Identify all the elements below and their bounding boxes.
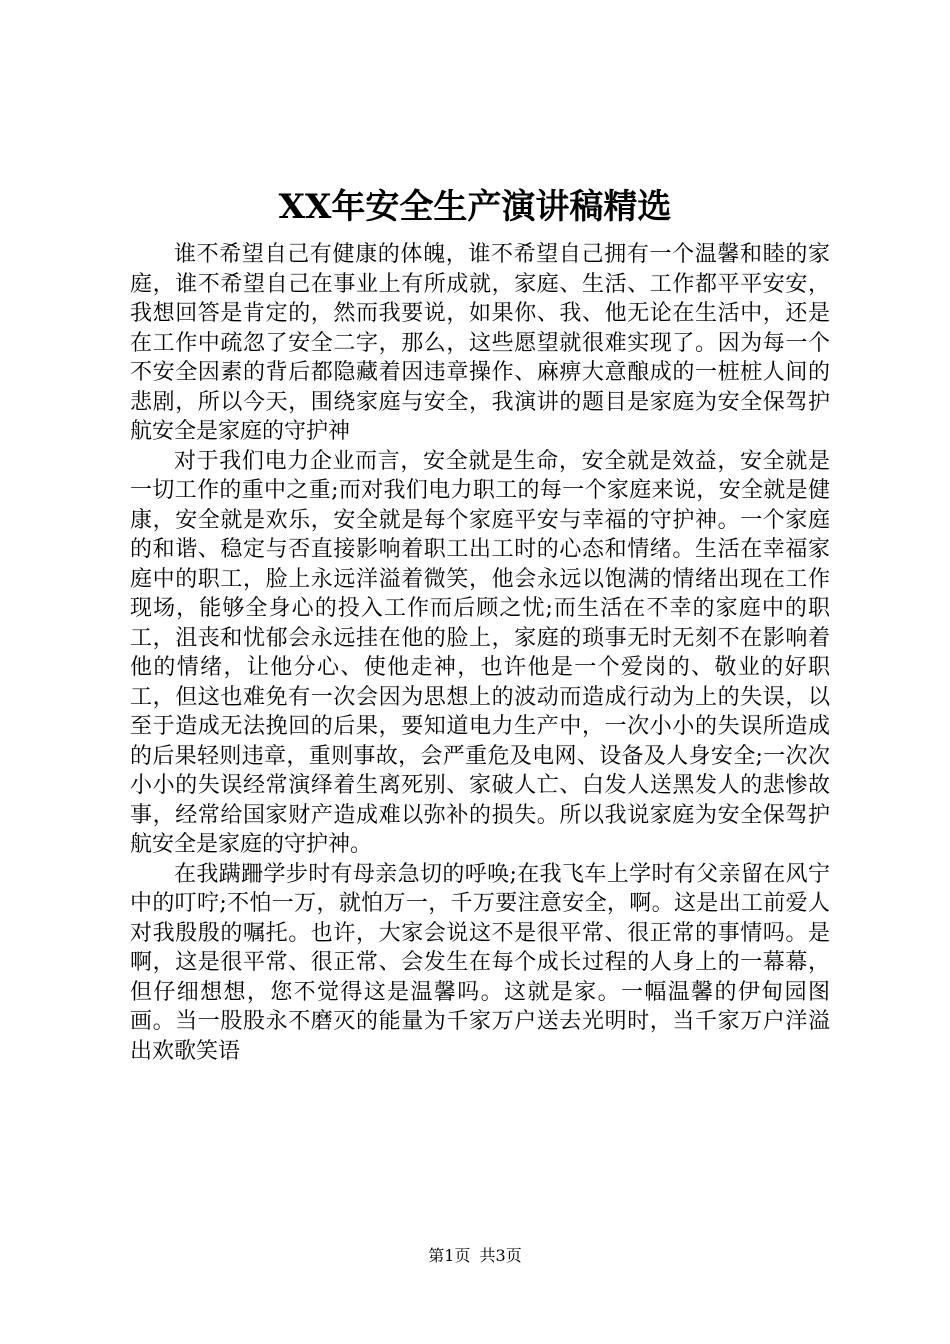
page-footer (0, 1246, 950, 1266)
document-body (130, 240, 830, 1066)
page-total: 共3页 (479, 1246, 522, 1265)
paragraph-3: 在我蹒跚学步时有母亲急切的呼唤;在我飞车上学时有父亲留在风宁中的叮咛;不怕一万，就怕万一，千万要注意安全，啊。这是出工前爱人对我殷殷的嘱托。也许，大家会说这不是很平常、很正常的事情吗。是啊，这是很平常、很正常、会发生在每个成长过程的人身上的一幕幕，但仔细想想，您不觉得这是温馨吗。这就是家。一幅温馨的伊甸园图画。当一股股永不磨灭的能量为千家万户送去光明时，当千家万户洋溢出欢歌笑语 (130, 861, 830, 1064)
paragraph-2: 对于我们电力企业而言，安全就是生命，安全就是效益，安全就是一切工作的重中之重;而对我们电力职工的每一个家庭来说，安全就是健康，安全就是欢乐，安全就是每个家庭平安与幸福的守护神。一个家庭的和谐、稳定与否直接影响着职工出工时的心态和情绪。生活在幸福家庭中的职工，脸上永远洋溢着微笑，他会永远以饱满的情绪出现在工作现场，能够全身心的投入工作而后顾之忧;而生活在不幸的家庭中的职工，沮丧和忧郁会永远挂在他的脸上，家庭的琐事无时无刻不在影响着他的情绪，让他分心、使他走神，也许他是一个爱岗的、敬业的好职工，但这也难免有一次会因为思想上的波动而造成行动为上的失误，以至于造成无法挽回的后果，要知道电力生产中，一次小小的失误所造成的后果轻则违章，重则事故，会严重危及电网、设备及人身安全;一次次小小的失误经常演绎着生离死别、家破人亡、白发人送黑发人的悲惨故事，经常给国家财产造成难以弥补的损失。所以我说家庭为安全保驾护航安全是家庭的守护神。 (130, 448, 830, 857)
document-title: XX年安全生产演讲稿精选 (278, 187, 672, 227)
page-number: 第1页 (428, 1246, 471, 1265)
paragraph-1: 谁不希望自己有健康的体魄，谁不希望自己拥有一个温馨和睦的家庭，谁不希望自己在事业上有所成就，家庭、生活、工作都平平安安，我想回答是肯定的，然而我要说，如果你、我、他无论在生活中，还是在工作中疏忽了安全二字，那么，这些愿望就很难实现了。因为每一个不安全因素的背后都隐藏着因违章操作、麻痹大意酿成的一桩桩人间的悲剧，所以今天，围绕家庭与安全，我演讲的题目是家庭为安全保驾护航安全是家庭的守护神 (130, 242, 830, 444)
